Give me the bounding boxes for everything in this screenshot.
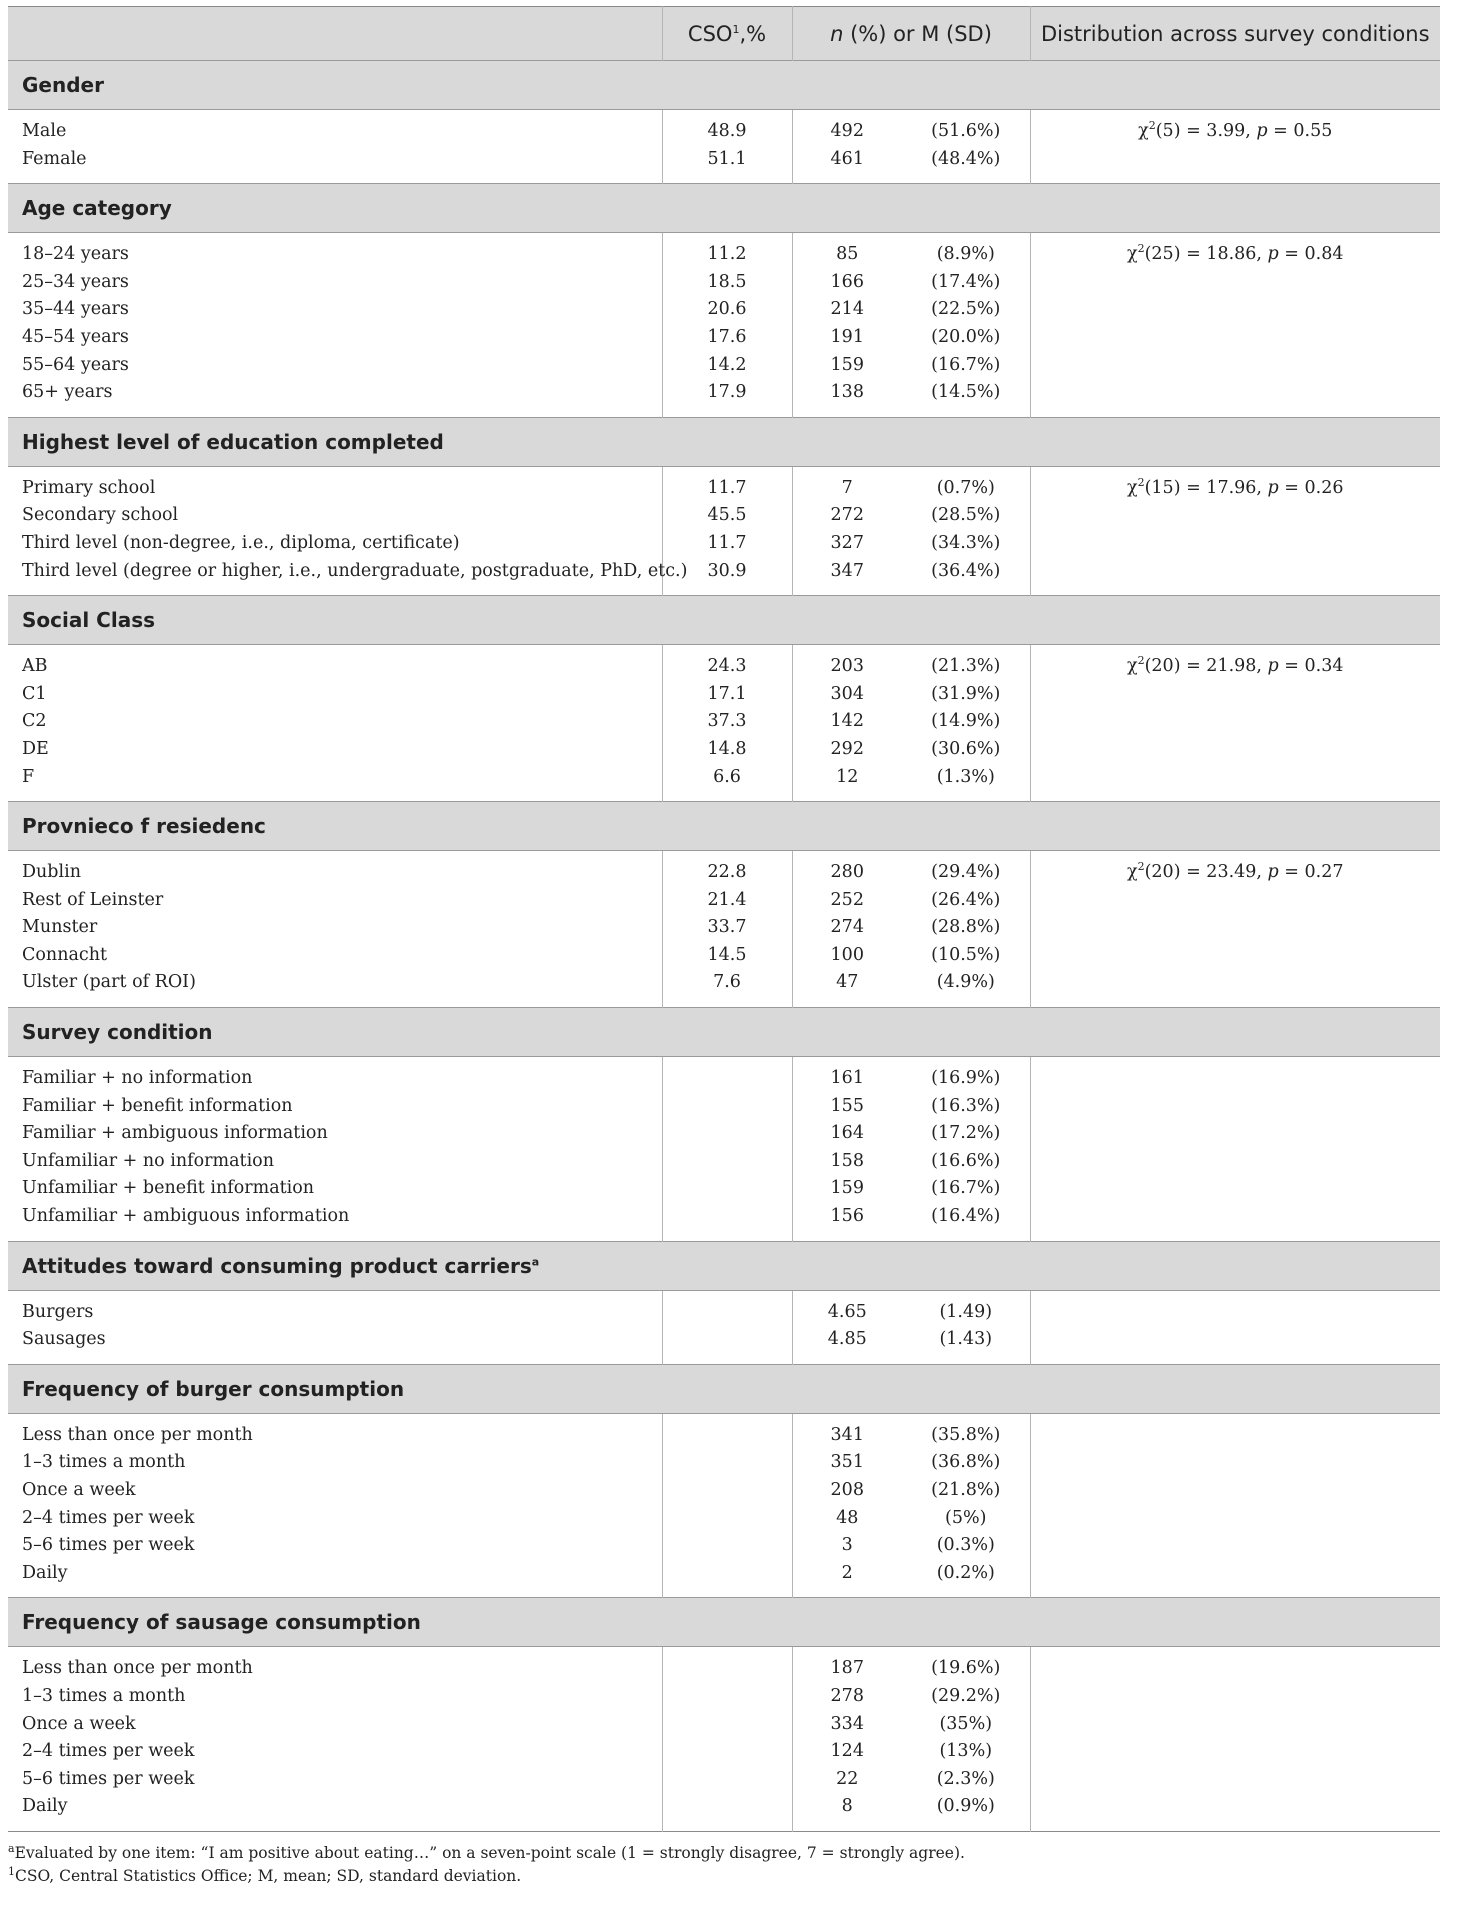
row-n: 187 bbox=[792, 1647, 902, 1683]
row-cso bbox=[662, 1413, 792, 1449]
row-cso: 45.5 bbox=[662, 502, 792, 530]
row-n: 8 bbox=[792, 1793, 902, 1831]
row-pct: (0.2%) bbox=[936, 1562, 995, 1583]
table-row bbox=[8, 110, 1440, 146]
row-cso: 11.7 bbox=[662, 466, 792, 502]
row-cso: 11.7 bbox=[662, 530, 792, 558]
section-title bbox=[8, 596, 1440, 645]
chi-square-stat bbox=[1138, 121, 1332, 141]
row-label: Third level (degree or higher, i.e., undergraduate, postgraduate, PhD, etc.) bbox=[22, 560, 688, 581]
row-n: 347 bbox=[792, 558, 902, 596]
p-value: = 0.55 bbox=[1267, 121, 1333, 141]
row-n: 278 bbox=[792, 1683, 902, 1711]
section-title-text: Survey condition bbox=[22, 1020, 213, 1045]
row-cso: 6.6 bbox=[662, 764, 792, 802]
row-label: Female bbox=[22, 148, 87, 169]
row-distribution bbox=[1030, 1057, 1440, 1242]
row-cso bbox=[662, 1532, 792, 1560]
chi-df: (15) = 17.96, bbox=[1144, 477, 1268, 498]
section-title bbox=[8, 1364, 1440, 1413]
p-symbol: p bbox=[1256, 121, 1268, 141]
chi-square-sup: 2 bbox=[1137, 860, 1145, 874]
chi-symbol: χ bbox=[1126, 477, 1138, 498]
row-n: 156 bbox=[792, 1203, 902, 1241]
row-cso: 51.1 bbox=[662, 146, 792, 184]
chi-square-sup: 2 bbox=[1148, 119, 1156, 133]
row-pct: (16.4%) bbox=[931, 1206, 1001, 1227]
row-cso bbox=[662, 1093, 792, 1121]
section-header-row bbox=[8, 184, 1440, 233]
row-pct: (34.3%) bbox=[931, 532, 1001, 553]
section-title bbox=[8, 1241, 1440, 1290]
row-cso: 17.6 bbox=[662, 324, 792, 352]
row-label: Once a week bbox=[22, 1480, 136, 1500]
row-label: C1 bbox=[22, 683, 47, 704]
chi-square-sup: 2 bbox=[1137, 242, 1145, 256]
row-pct: (16.7%) bbox=[931, 354, 1001, 375]
row-n: 159 bbox=[792, 352, 902, 380]
chi-square-stat bbox=[1127, 656, 1344, 676]
row-distribution bbox=[1030, 466, 1440, 595]
row-cso: 21.4 bbox=[662, 887, 792, 915]
row-distribution bbox=[1030, 645, 1440, 802]
row-label: Primary school bbox=[22, 477, 156, 498]
section-header-row bbox=[8, 1008, 1440, 1057]
table-row bbox=[8, 1647, 1440, 1683]
row-n: 47 bbox=[792, 969, 902, 1007]
row-cso: 48.9 bbox=[662, 110, 792, 146]
row-cso bbox=[662, 1057, 792, 1093]
section-title-footnote-mark: a bbox=[531, 1254, 540, 1268]
row-cso bbox=[662, 1449, 792, 1477]
row-pct: (13%) bbox=[939, 1741, 993, 1762]
section-header-row bbox=[8, 61, 1440, 110]
row-pct: (17.4%) bbox=[931, 271, 1001, 292]
row-n: 2 bbox=[792, 1560, 902, 1598]
row-label: Familiar + no information bbox=[22, 1068, 253, 1089]
row-cso bbox=[662, 1326, 792, 1364]
row-cso bbox=[662, 1647, 792, 1683]
row-n: 22 bbox=[792, 1766, 902, 1794]
header-cso: CSO$^1$,% bbox=[662, 7, 792, 61]
row-n: 164 bbox=[792, 1120, 902, 1148]
row-cso: 30.9 bbox=[662, 558, 792, 596]
header-label bbox=[8, 7, 662, 61]
row-cso: 22.8 bbox=[662, 851, 792, 887]
section-title-text: Social Class bbox=[22, 608, 156, 633]
section-header-row bbox=[8, 596, 1440, 645]
footnote-a: $^a$Evaluated by one item: “I am positive about eating…” on a seven-point scale (1 = strongly disagree, 7 = strongly agree). bbox=[8, 1841, 965, 1862]
row-n: 161 bbox=[792, 1057, 902, 1093]
row-n: 280 bbox=[792, 851, 902, 887]
row-n: 208 bbox=[792, 1477, 902, 1505]
row-n: 492 bbox=[792, 110, 902, 146]
chi-square-stat bbox=[1127, 862, 1344, 882]
row-pct: (4.9%) bbox=[936, 972, 995, 993]
row-pct: (31.9%) bbox=[931, 683, 1001, 704]
row-n: 155 bbox=[792, 1093, 902, 1121]
section-title bbox=[8, 417, 1440, 466]
row-cso: 14.5 bbox=[662, 942, 792, 970]
chi-symbol: χ bbox=[1126, 656, 1138, 677]
row-pct: (28.8%) bbox=[931, 917, 1001, 938]
row-n: 327 bbox=[792, 530, 902, 558]
row-cso: 37.3 bbox=[662, 708, 792, 736]
table-row bbox=[8, 645, 1440, 681]
chi-df: (20) = 23.49, bbox=[1144, 862, 1268, 883]
footnotes bbox=[8, 1842, 1440, 1888]
row-label: Munster bbox=[22, 917, 98, 938]
row-label: Male bbox=[22, 121, 67, 141]
p-value: = 0.84 bbox=[1278, 244, 1344, 265]
row-label: Daily bbox=[22, 1562, 68, 1583]
chi-df: (25) = 18.86, bbox=[1144, 244, 1268, 265]
section-title-text: Provnieco f resiedenc bbox=[22, 814, 266, 839]
row-label: Less than once per month bbox=[22, 1658, 253, 1679]
row-label: Unfamiliar + benefit information bbox=[22, 1178, 315, 1199]
row-distribution bbox=[1030, 110, 1440, 184]
row-pct: (17.2%) bbox=[931, 1123, 1001, 1144]
p-symbol: p bbox=[1267, 244, 1279, 265]
row-n: 292 bbox=[792, 736, 902, 764]
table-row bbox=[8, 466, 1440, 502]
section-title bbox=[8, 1598, 1440, 1647]
row-n: 252 bbox=[792, 887, 902, 915]
row-pct: (36.4%) bbox=[931, 560, 1001, 581]
row-n: 4.65 bbox=[792, 1290, 902, 1326]
row-n: 124 bbox=[792, 1738, 902, 1766]
row-label: Once a week bbox=[22, 1713, 136, 1734]
demographics-table bbox=[8, 6, 1440, 1832]
row-pct: (21.8%) bbox=[931, 1480, 1001, 1500]
row-label: 1–3 times a month bbox=[22, 1452, 186, 1473]
p-symbol: p bbox=[1267, 862, 1279, 883]
row-pct: (16.7%) bbox=[931, 1178, 1001, 1199]
row-label: Familiar + benefit information bbox=[22, 1095, 293, 1116]
row-pct: (51.6%) bbox=[931, 121, 1001, 141]
row-label: 2–4 times per week bbox=[22, 1741, 195, 1762]
row-n: 7 bbox=[792, 466, 902, 502]
row-cso bbox=[662, 1120, 792, 1148]
table-row bbox=[8, 1413, 1440, 1449]
row-label: DE bbox=[22, 738, 49, 759]
p-symbol: p bbox=[1267, 477, 1279, 498]
row-pct: (1.3%) bbox=[936, 766, 995, 787]
row-n: 142 bbox=[792, 708, 902, 736]
section-title-text: Gender bbox=[22, 73, 104, 97]
row-label: F bbox=[22, 766, 35, 787]
p-value: = 0.26 bbox=[1278, 477, 1344, 498]
row-label: Unfamiliar + no information bbox=[22, 1150, 274, 1171]
row-cso bbox=[662, 1711, 792, 1739]
row-cso: 17.9 bbox=[662, 379, 792, 417]
row-pct: (14.9%) bbox=[931, 711, 1001, 732]
row-distribution bbox=[1030, 233, 1440, 418]
row-cso bbox=[662, 1766, 792, 1794]
row-cso bbox=[662, 1175, 792, 1203]
row-n: 4.85 bbox=[792, 1326, 902, 1364]
row-n: 3 bbox=[792, 1532, 902, 1560]
row-label: Unfamiliar + ambiguous information bbox=[22, 1206, 350, 1227]
section-title bbox=[8, 184, 1440, 233]
row-pct: (0.3%) bbox=[936, 1535, 995, 1556]
row-n: 159 bbox=[792, 1175, 902, 1203]
table-row bbox=[8, 1290, 1440, 1326]
chi-symbol: χ bbox=[1126, 862, 1138, 883]
row-distribution bbox=[1030, 1413, 1440, 1598]
row-label: Secondary school bbox=[22, 505, 179, 526]
row-cso bbox=[662, 1148, 792, 1176]
header-distribution: Distribution across survey conditions bbox=[1030, 7, 1440, 61]
row-pct: (19.6%) bbox=[931, 1658, 1001, 1679]
row-cso bbox=[662, 1738, 792, 1766]
row-n: 274 bbox=[792, 914, 902, 942]
row-n: 48 bbox=[792, 1505, 902, 1533]
row-label: C2 bbox=[22, 711, 47, 732]
row-n: 203 bbox=[792, 645, 902, 681]
row-pct: (28.5%) bbox=[931, 505, 1001, 526]
row-pct: (48.4%) bbox=[931, 148, 1001, 169]
row-cso bbox=[662, 1683, 792, 1711]
row-cso bbox=[662, 1793, 792, 1831]
row-label: 5–6 times per week bbox=[22, 1768, 195, 1789]
row-distribution bbox=[1030, 1290, 1440, 1364]
chi-square-sup: 2 bbox=[1137, 654, 1145, 668]
header-n: n (%) or M (SD) bbox=[792, 7, 1030, 61]
section-title bbox=[8, 802, 1440, 851]
row-pct: (16.9%) bbox=[931, 1068, 1001, 1089]
chi-symbol: χ bbox=[1138, 121, 1149, 141]
row-cso: 14.2 bbox=[662, 352, 792, 380]
row-n: 158 bbox=[792, 1148, 902, 1176]
section-header-row bbox=[8, 1364, 1440, 1413]
row-n: 334 bbox=[792, 1711, 902, 1739]
row-label: 65+ years bbox=[22, 382, 113, 403]
row-label: 2–4 times per week bbox=[22, 1507, 195, 1528]
table-container bbox=[8, 6, 1440, 1888]
row-pct: (0.9%) bbox=[936, 1796, 995, 1817]
row-n: 351 bbox=[792, 1449, 902, 1477]
row-label: Daily bbox=[22, 1796, 68, 1817]
row-n: 191 bbox=[792, 324, 902, 352]
row-n: 341 bbox=[792, 1413, 902, 1449]
row-pct: (30.6%) bbox=[931, 738, 1001, 759]
row-n: 138 bbox=[792, 379, 902, 417]
row-pct: (1.43) bbox=[939, 1329, 993, 1350]
row-label: 25–34 years bbox=[22, 271, 129, 292]
row-cso bbox=[662, 1203, 792, 1241]
row-pct: (10.5%) bbox=[931, 944, 1001, 965]
row-pct: (35.8%) bbox=[931, 1424, 1001, 1445]
table-row bbox=[8, 851, 1440, 887]
row-label: 1–3 times a month bbox=[22, 1685, 186, 1706]
section-title-text: Frequency of sausage consumption bbox=[22, 1610, 421, 1635]
row-cso: 33.7 bbox=[662, 914, 792, 942]
row-label: Rest of Leinster bbox=[22, 889, 164, 910]
p-symbol: p bbox=[1267, 656, 1279, 677]
row-cso bbox=[662, 1290, 792, 1326]
row-distribution bbox=[1030, 1647, 1440, 1832]
row-pct: (22.5%) bbox=[931, 299, 1001, 320]
table-row bbox=[8, 1057, 1440, 1093]
row-pct: (29.4%) bbox=[931, 862, 1001, 883]
chi-df: (20) = 21.98, bbox=[1144, 656, 1268, 677]
row-label: Third level (non-degree, i.e., diploma, certificate) bbox=[22, 532, 460, 553]
header-row bbox=[8, 7, 1440, 61]
table-row bbox=[8, 233, 1440, 269]
section-title bbox=[8, 1008, 1440, 1057]
row-pct: (2.3%) bbox=[936, 1768, 995, 1789]
section-header-row bbox=[8, 1598, 1440, 1647]
row-pct: (20.0%) bbox=[931, 326, 1001, 347]
row-pct: (29.2%) bbox=[931, 1685, 1001, 1706]
row-label: Sausages bbox=[22, 1329, 106, 1350]
row-label: 18–24 years bbox=[22, 244, 129, 265]
section-title-text: Highest level of education completed bbox=[22, 429, 444, 454]
row-label: Familiar + ambiguous information bbox=[22, 1123, 328, 1144]
section-header-row bbox=[8, 417, 1440, 466]
row-n: 461 bbox=[792, 146, 902, 184]
row-n: 12 bbox=[792, 764, 902, 802]
section-title-text: Attitudes toward consuming product carriers bbox=[22, 1253, 532, 1278]
section-title bbox=[8, 61, 1440, 110]
row-pct: (1.49) bbox=[939, 1301, 993, 1322]
row-cso bbox=[662, 1477, 792, 1505]
row-cso bbox=[662, 1505, 792, 1533]
row-n: 272 bbox=[792, 502, 902, 530]
chi-df: (5) = 3.99, bbox=[1155, 121, 1257, 141]
row-cso: 24.3 bbox=[662, 645, 792, 681]
row-n: 304 bbox=[792, 681, 902, 709]
row-pct: (0.7%) bbox=[936, 477, 995, 498]
row-n: 214 bbox=[792, 296, 902, 324]
section-header-row bbox=[8, 1241, 1440, 1290]
chi-symbol: χ bbox=[1126, 244, 1138, 265]
row-label: Burgers bbox=[22, 1301, 94, 1322]
row-label: 55–64 years bbox=[22, 354, 129, 375]
row-pct: (8.9%) bbox=[936, 244, 995, 265]
row-label: AB bbox=[22, 656, 48, 677]
row-pct: (26.4%) bbox=[931, 889, 1001, 910]
row-pct: (36.8%) bbox=[931, 1452, 1001, 1473]
row-pct: (21.3%) bbox=[931, 656, 1001, 677]
row-label: 5–6 times per week bbox=[22, 1535, 195, 1556]
chi-square-stat bbox=[1126, 475, 1344, 498]
row-cso: 17.1 bbox=[662, 681, 792, 709]
row-label: 45–54 years bbox=[22, 326, 129, 347]
chi-square-sup: 2 bbox=[1137, 475, 1145, 489]
row-pct: (16.3%) bbox=[931, 1095, 1001, 1116]
row-pct: (14.5%) bbox=[931, 382, 1001, 403]
chi-square-stat bbox=[1127, 244, 1344, 264]
section-title-text: Age category bbox=[22, 196, 172, 221]
row-n: 100 bbox=[792, 942, 902, 970]
footnote-1: $^1$CSO, Central Statistics Office; M, mean; SD, standard deviation. bbox=[8, 1864, 522, 1885]
row-cso: 14.8 bbox=[662, 736, 792, 764]
row-cso: 20.6 bbox=[662, 296, 792, 324]
p-value: = 0.34 bbox=[1278, 656, 1344, 677]
row-n: 166 bbox=[792, 269, 902, 297]
row-label: Ulster (part of ROI) bbox=[22, 972, 196, 993]
row-label: Dublin bbox=[22, 862, 81, 883]
p-value: = 0.27 bbox=[1278, 862, 1344, 883]
row-label: 35–44 years bbox=[22, 299, 129, 320]
row-cso: 11.2 bbox=[662, 233, 792, 269]
row-n: 85 bbox=[792, 233, 902, 269]
row-pct: (5%) bbox=[945, 1507, 987, 1528]
row-cso bbox=[662, 1560, 792, 1598]
row-cso: 18.5 bbox=[662, 269, 792, 297]
section-title-text: Frequency of burger consumption bbox=[22, 1376, 405, 1401]
row-pct: (16.6%) bbox=[931, 1150, 1001, 1171]
section-header-row bbox=[8, 802, 1440, 851]
row-label: Less than once per month bbox=[22, 1424, 253, 1445]
row-pct: (35%) bbox=[939, 1713, 993, 1734]
row-distribution bbox=[1030, 851, 1440, 1008]
row-cso: 7.6 bbox=[662, 969, 792, 1007]
row-label: Connacht bbox=[22, 944, 108, 965]
